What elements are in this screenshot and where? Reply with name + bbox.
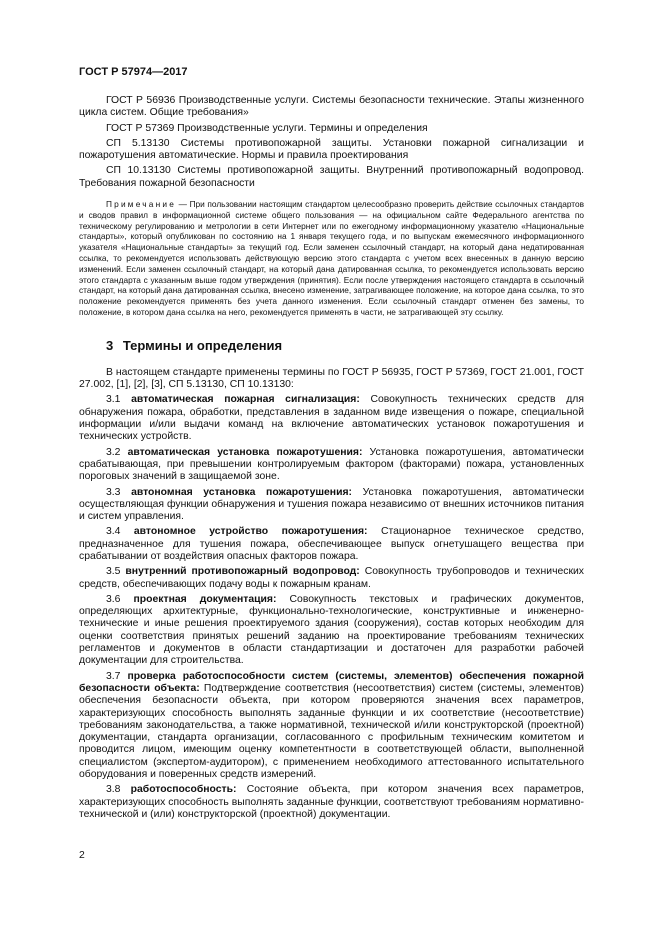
term-number: 3.2 (106, 446, 121, 458)
term-name: автоматическая установка пожаротушения: (127, 446, 363, 458)
section-number: 3 (106, 337, 114, 353)
term-name: автономное устройство пожаротушения: (133, 526, 368, 538)
term-name: работоспособность: (130, 784, 237, 796)
section-intro: В настоящем стандарте применены термины по ГОСТ Р 56935, ГОСТ Р 57369, ГОСТ 21.001, ГОСТ 27.002, [1], [2], [3], СП 5.13130, СП 10.13130: (79, 366, 584, 391)
term-text: Совокупность технических средств для обнаружения пожара, обработки, представления в заданном виде извещения о пожаре, специальной информации и/или выдачи команд на включение автоматических установок пожаротушения и технических устройств. (79, 394, 584, 443)
note-label: Примечание (106, 199, 177, 210)
term-definition (79, 526, 584, 563)
term-definition (79, 394, 584, 443)
term-name: автоматическая пожарная сигнализация: (131, 394, 360, 406)
term-definition (79, 566, 584, 591)
page-number: 2 (79, 850, 85, 861)
term-definition (79, 487, 584, 524)
term-text: Установка пожаротушения, автоматически срабатывающая, при превышении контролируемым фактором (факторами) пожара, установленных пороговых значений в защищаемой зоне. (79, 446, 584, 483)
term-text: Установка пожаротушения, автоматически осуществляющая функции обнаружения и тушения пожара независимо от внешних источников питания и систем управления. (79, 486, 585, 523)
term-text: Подтверждение соответствия (несоответствия) систем (системы, элементов) обеспечения безопасности объекта, при котором проверяются значения всех параметров, характеризующих способность выполнять заданные функции и их соответствие (несоответствие) требованиям законодательства, а также нормативной, технической и/или конструкторской (проектной) документации, стандарта организации, согласованного с профильным техническим комитетом и проводится лицом, имеющим оценку компетентности в соответствующей области, выполненной специалистом (экспертом-аудитором), с применением необходимого аттестованного испытательного оборудования и поверенных средств измерений. (79, 682, 585, 781)
term-name: внутренний противопожарный водопровод: (125, 566, 360, 578)
term-number: 3.8 (106, 784, 121, 796)
reference-item: ГОСТ Р 57369 Производственные услуги. Термины и определения (106, 122, 428, 134)
section-heading (106, 338, 584, 353)
term-text: Состояние объекта, при котором значения всех параметров, характеризующих способность выполнять заданные функции, соответствуют требованиям нормативно-технической и (или) конструкторской (проектной) документации. (79, 784, 584, 820)
term-number: 3.7 (106, 670, 121, 682)
reference-item: СП 5.13130 Системы противопожарной защиты. Установки пожарной сигнализации и пожаротушения автоматические. Нормы и правила проектирования (79, 137, 584, 162)
term-text: Совокупность текстовых и графических документов, определяющих архитектурные, функционально-технологические, конструктивные и инженерно-технические и иные решения проектируемого здания (сооружения), состав которых необходим для оценки соответствия принятых решений заданию на проектирование требованиям технических регламентов и документов в области стандартизации и достаточен для разработки рабочей документации для строительства. (79, 593, 585, 667)
term-number: 3.3 (106, 486, 121, 498)
term-definition (79, 784, 584, 821)
term-number: 3.5 (106, 566, 121, 578)
term-number: 3.6 (106, 593, 121, 605)
reference-item: ГОСТ Р 56936 Производственные услуги. Системы безопасности технические. Этапы жизненного цикла систем. Общие требования» (79, 95, 584, 119)
term-name: проектная документация: (133, 593, 277, 605)
term-name: автономная установка пожаротушения: (131, 486, 352, 498)
term-definition (79, 447, 584, 484)
note-text: — При пользовании настоящим стандартом целесообразно проверить действие ссылочных стандартов и сводов правил в информационной системе общего пользования — на официальном сайте Федерального агентства по техническому регулированию и метрологии в сети Интернет или по ежегодному информационному указателю «Национальные стандарты», который опубликован по состоянию на 1 января текущего года, и по выпускам ежемесячного информационного указателя «Национальные стандарты» за текущий год. Если заменен ссылочный стандарт, на который дана недатированная ссылка, то рекомендуется использовать действующую версию этого стандарта с учетом всех внесенных в данную версию изменений. Если заменен ссылочный стандарт, на который дана датированная ссылка, то рекомендуется использовать версию этого стандарта с указанным выше годом утверждения (принятия). Если после утверждения настоящего стандарта в ссылочный стандарт, на который дана датированная ссылка, внесено изменение, затрагивающее положение, на которое дана ссылка, то это положение рекомендуется применять без учета данного изменения. Если ссылочный стандарт отменен без замены, то положение, в котором дана ссылка на него, рекомендуется применять в части, не затрагивающей эту ссылку. (79, 199, 585, 318)
reference-item: СП 10.13130 Системы противопожарной защиты. Внутренний противопожарный водопровод. Требования пожарной безопасности (79, 165, 584, 189)
section-title: Термины и определения (122, 337, 283, 353)
term-text: Совокупность трубопроводов и технических средств, обеспечивающих подачу воды к пожарным кранам. (79, 566, 584, 590)
document-header: ГОСТ Р 57974—2017 (79, 66, 188, 78)
term-definition (79, 671, 584, 782)
term-name: проверка работоспособности систем (системы, элементов) обеспечения пожарной безопасности объекта: (79, 670, 585, 694)
term-number: 3.4 (106, 526, 121, 538)
note-paragraph (79, 199, 584, 318)
page-content (79, 95, 584, 821)
term-text: Стационарное техническое средство, предназначенное для тушения пожара, обеспечивающее выпуск огнетушащего вещества при срабатывании от воздействия опасных факторов пожара. (79, 526, 585, 562)
term-number: 3.1 (106, 394, 121, 406)
term-definition (79, 594, 584, 668)
